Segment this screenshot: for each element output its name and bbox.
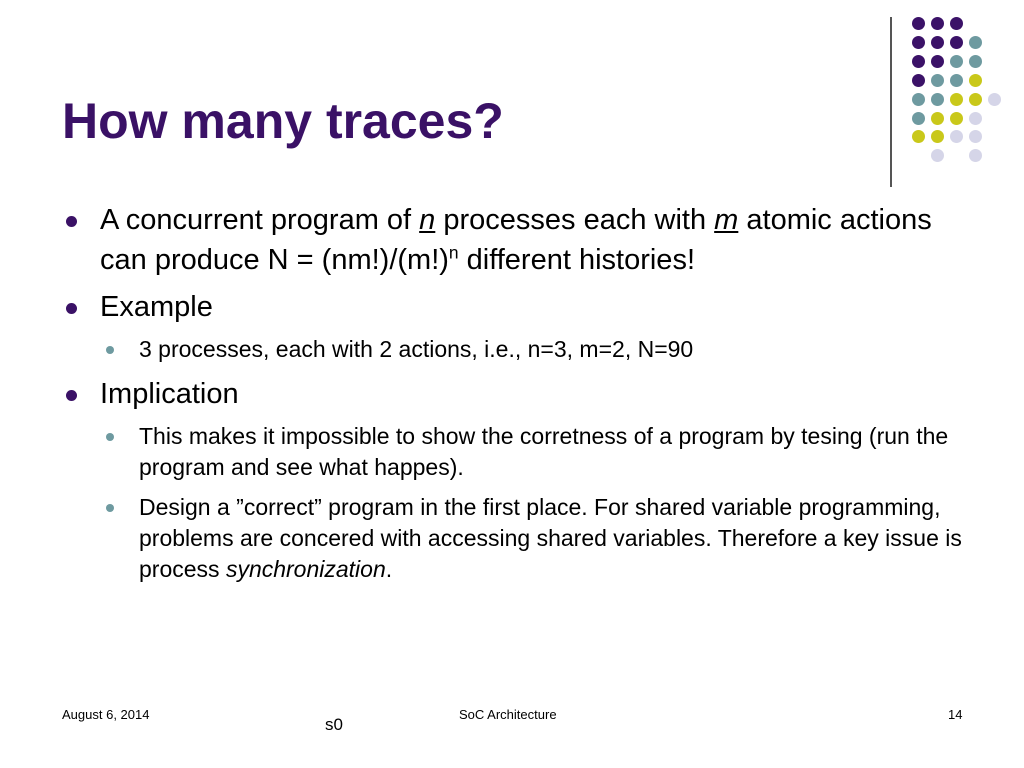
sub-bullet-item <box>62 421 972 483</box>
dot <box>912 55 925 68</box>
bullet-text: Implication <box>100 378 239 410</box>
slide-body <box>62 200 972 594</box>
dot <box>931 112 944 125</box>
bullet-text: A concurrent program of <box>100 204 420 236</box>
bullet-dot-icon <box>66 390 77 401</box>
dot <box>969 93 982 106</box>
slide-title: How many traces? <box>62 93 504 149</box>
dot <box>912 112 925 125</box>
dot <box>950 74 963 87</box>
sub-bullet-text: . <box>385 556 393 582</box>
dot <box>969 55 982 68</box>
dot <box>912 74 925 87</box>
dot <box>931 36 944 49</box>
bullet-item <box>62 374 972 414</box>
sub-bullet-dot-icon <box>106 433 114 441</box>
dot <box>969 149 982 162</box>
sub-bullet-item <box>62 334 972 365</box>
dot <box>950 112 963 125</box>
bullet-item <box>62 200 972 280</box>
dot <box>950 55 963 68</box>
sub-bullet-text: Design a ”correct” program in the first place. For shared variable programming, problems are concered with accessing shared variables. Therefore a key issue is process <box>139 494 962 582</box>
dot <box>931 74 944 87</box>
sub-bullet-dot-icon <box>106 504 114 512</box>
dot <box>931 17 944 30</box>
sub-bullet-text: 3 processes, each with 2 actions, i.e., n=3, m=2, N=90 <box>139 336 694 362</box>
dot <box>912 36 925 49</box>
dot <box>969 74 982 87</box>
dot <box>950 130 963 143</box>
bullet-text: Example <box>100 291 213 323</box>
dot <box>988 93 1001 106</box>
bullet-dot-icon <box>66 303 77 314</box>
bullet-dot-icon <box>66 216 77 227</box>
dot <box>950 93 963 106</box>
emphasis-synchronization: synchronization <box>225 556 386 582</box>
sub-bullet-dot-icon <box>106 346 114 354</box>
variable-m: m <box>714 204 739 236</box>
dot <box>912 93 925 106</box>
footer-title: SoC Architecture <box>459 707 557 722</box>
dot <box>931 55 944 68</box>
footer-date: August 6, 2014 <box>62 707 150 722</box>
dot <box>912 17 925 30</box>
dot <box>969 112 982 125</box>
bullet-text: atomic actions can produce N = (nm!)/(m!) <box>100 204 932 276</box>
dot <box>969 130 982 143</box>
dot <box>931 93 944 106</box>
bullet-text: different histories! <box>458 244 695 276</box>
dot <box>950 17 963 30</box>
decorative-dot-grid <box>0 0 1024 200</box>
dot <box>931 130 944 143</box>
variable-n: n <box>419 204 436 236</box>
bullet-item <box>62 287 972 327</box>
exponent-n: n <box>448 242 459 263</box>
footer-page-number: 14 <box>948 707 963 722</box>
dot <box>912 130 925 143</box>
footer-label: s0 <box>325 715 343 734</box>
sub-bullet-text: This makes it impossible to show the corretness of a program by tesing (run the program and see what happes). <box>139 423 949 480</box>
dot <box>950 36 963 49</box>
dot <box>931 149 944 162</box>
dot <box>969 36 982 49</box>
bullet-text: processes each with <box>435 204 715 236</box>
sub-bullet-item <box>62 492 972 585</box>
